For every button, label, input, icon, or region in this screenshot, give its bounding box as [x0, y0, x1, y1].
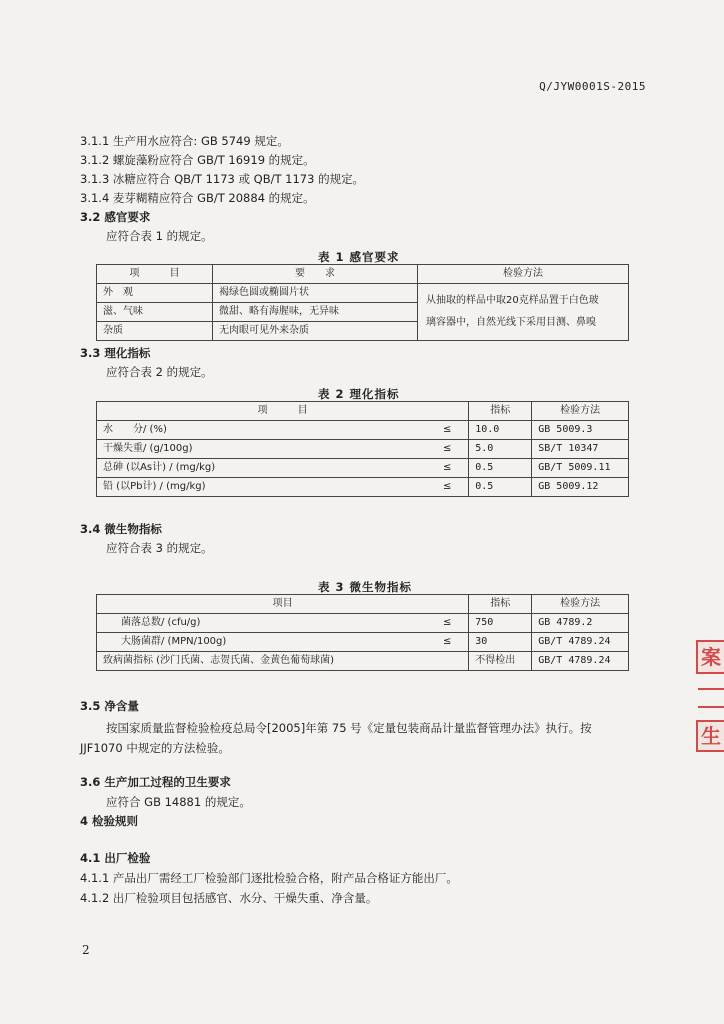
clause-4-1-2: 4.1.2 出厂检验项目包括感官、水分、干燥失重、净含量。 — [80, 891, 378, 905]
table2-row-item: 水 分/ (%) — [97, 421, 427, 440]
table2-header-item: 项 目 — [97, 402, 469, 421]
table3-row-item: 大肠菌群/ (MPN/100g) — [97, 633, 427, 652]
section-3-3-body: 应符合表 2 的规定。 — [106, 365, 213, 379]
table1-header-item: 项 目 — [97, 265, 213, 284]
table3-row-method: GB 4789.2 — [532, 614, 629, 633]
red-stamp-bottom — [696, 720, 724, 752]
table2-row-method: SB/T 10347 — [532, 440, 629, 459]
table3-row-op: ≤ — [426, 633, 469, 652]
table2-caption: 表 2 理化指标 — [318, 387, 400, 401]
stamp-divider-2 — [698, 706, 724, 708]
stamp-char-2: 生 — [701, 724, 721, 748]
table1-method-cell — [418, 284, 629, 341]
table3-row-op: ≤ — [426, 614, 469, 633]
table1-row-item: 杂质 — [97, 322, 213, 341]
table3-header-value: 指标 — [469, 595, 532, 614]
table2-row-method: GB/T 5009.11 — [532, 459, 629, 478]
table2-row-op: ≤ — [426, 421, 469, 440]
section-3-6-title: 3.6 生产加工过程的卫生要求 — [80, 775, 231, 789]
table1-header-method: 检验方法 — [418, 265, 629, 284]
table1-row-item: 外 观 — [97, 284, 213, 303]
table2-row-item: 铅 (以Pb计) / (mg/kg) — [97, 478, 427, 497]
section-3-5-body-line2: JJF1070 中规定的方法检验。 — [80, 741, 230, 755]
section-3-3-title: 3.3 理化指标 — [80, 346, 151, 360]
stamp-char-1: 案 — [701, 645, 721, 669]
table2-row-item: 干燥失重/ (g/100g) — [97, 440, 427, 459]
table1-row-req: 褐绿色圆或椭圆片状 — [213, 284, 418, 303]
section-3-2-title: 3.2 感官要求 — [80, 210, 151, 224]
doc-code: Q/JYW0001S-2015 — [539, 80, 646, 93]
red-stamp-top — [696, 640, 724, 674]
table2-header-value: 指标 — [469, 402, 532, 421]
table1-caption: 表 1 感官要求 — [318, 250, 400, 264]
clause-4-1-1: 4.1.1 产品出厂需经工厂检验部门逐批检验合格，附产品合格证方能出厂。 — [80, 871, 458, 885]
table2-row-method: GB 5009.3 — [532, 421, 629, 440]
table3-row-value: 不得检出 — [469, 652, 532, 671]
table2-header-method: 检验方法 — [532, 402, 629, 421]
clause-3-1-3: 3.1.3 冰糖应符合 QB/T 1173 或 QB/T 1173 的规定。 — [80, 172, 365, 186]
table2-row-item: 总砷 (以As计) / (mg/kg) — [97, 459, 427, 478]
table1-row-req: 无肉眼可见外来杂质 — [213, 322, 418, 341]
section-4-title: 4 检验规则 — [80, 814, 139, 828]
table2-row-method: GB 5009.12 — [532, 478, 629, 497]
table3-row-method: GB/T 4789.24 — [532, 633, 629, 652]
table1-sensory — [96, 264, 629, 341]
section-4-1-title: 4.1 出厂检验 — [80, 851, 151, 865]
section-3-2-body: 应符合表 1 的规定。 — [106, 229, 213, 243]
clause-3-1-4: 3.1.4 麦芽糊精应符合 GB/T 20884 的规定。 — [80, 191, 315, 205]
section-3-5-body-line1: 按国家质量监督检验检疫总局令[2005]年第 75 号《定量包装商品计量监督管理办法》执行。按 — [106, 721, 592, 735]
table3-row-value: 750 — [469, 614, 532, 633]
table1-header-req: 要 求 — [213, 265, 418, 284]
table2-row-op: ≤ — [426, 459, 469, 478]
table2-row-value: 5.0 — [469, 440, 532, 459]
section-3-4-body: 应符合表 3 的规定。 — [106, 541, 213, 555]
table1-method-line2: 璃容器中，自然光线下采用目测、鼻嗅 — [426, 317, 596, 328]
clause-3-1-1: 3.1.1 生产用水应符合: GB 5749 规定。 — [80, 134, 289, 148]
table3-row-item: 菌落总数/ (cfu/g) — [97, 614, 427, 633]
table2-row-value: 0.5 — [469, 459, 532, 478]
table1-row-item: 滋、气味 — [97, 303, 213, 322]
table3-row-item: 致病菌指标 (沙门氏菌、志贺氏菌、金黄色葡萄球菌) — [97, 652, 469, 671]
table2-row-value: 0.5 — [469, 478, 532, 497]
section-3-5-title: 3.5 净含量 — [80, 699, 139, 713]
section-3-4-title: 3.4 微生物指标 — [80, 522, 162, 536]
table3-caption: 表 3 微生物指标 — [318, 580, 413, 594]
table3-header-method: 检验方法 — [532, 595, 629, 614]
table2-row-op: ≤ — [426, 478, 469, 497]
table3-micro — [96, 594, 629, 671]
section-3-6-body: 应符合 GB 14881 的规定。 — [106, 795, 251, 809]
table1-method-line1: 从抽取的样品中取20克样品置于白色玻 — [426, 295, 599, 306]
page-number: 2 — [82, 943, 90, 957]
table2-physchem — [96, 401, 629, 497]
table3-header-item: 项目 — [97, 595, 469, 614]
clause-3-1-2: 3.1.2 螺旋藻粉应符合 GB/T 16919 的规定。 — [80, 153, 315, 167]
table2-row-op: ≤ — [426, 440, 469, 459]
table1-row-req: 微甜、略有海腥味，无异味 — [213, 303, 418, 322]
table3-row-value: 30 — [469, 633, 532, 652]
stamp-divider-1 — [698, 688, 724, 690]
table2-row-value: 10.0 — [469, 421, 532, 440]
table3-row-method: GB/T 4789.24 — [532, 652, 629, 671]
